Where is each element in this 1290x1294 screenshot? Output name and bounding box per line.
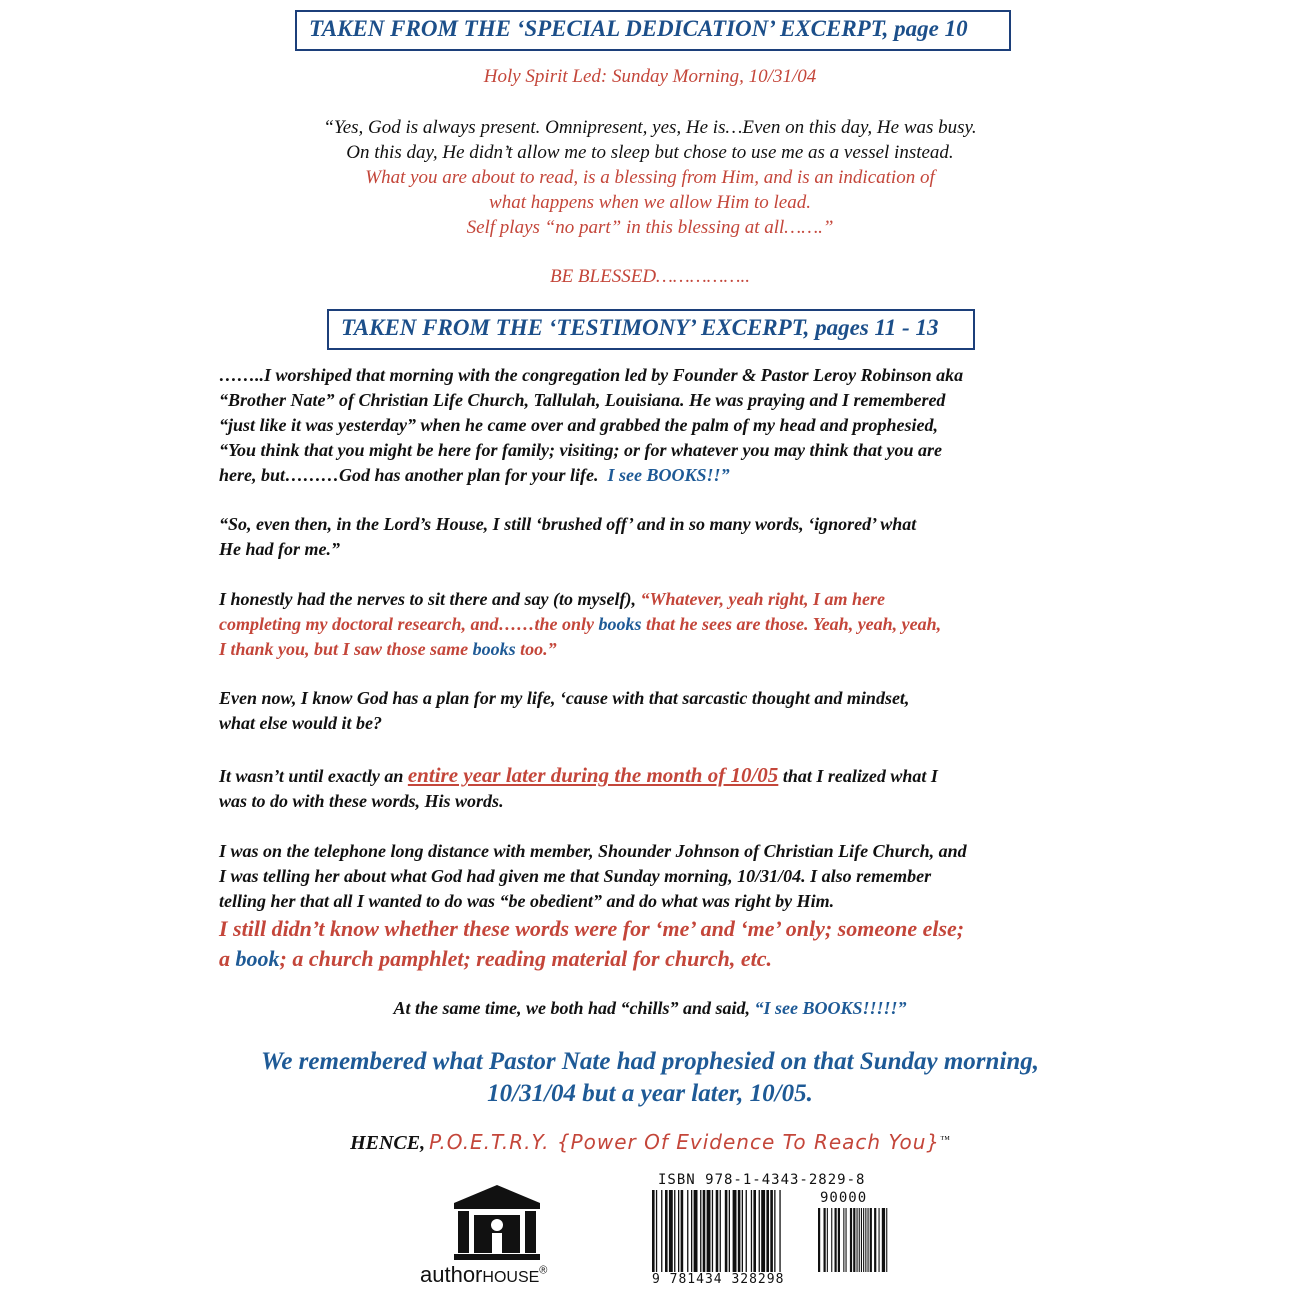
addon-bar (870, 1208, 872, 1272)
addon-bar (857, 1208, 858, 1272)
barcode-bar (691, 1190, 692, 1272)
addon-bar (859, 1208, 860, 1272)
text-line: “You think that you might be here for family; visiting; or for whatever you may think that you are (219, 440, 943, 460)
barcode-bar (720, 1190, 721, 1272)
barcode-bar (661, 1190, 662, 1272)
addon-bar (831, 1208, 832, 1272)
text-span-red: completing my doctoral research, and……the only (219, 614, 594, 634)
testimony-paragraph-7 (0, 996, 1290, 1021)
dedication-line-1: “Yes, God is always present. Omnipresent, yes, He is…Even on this day, He was busy. (323, 117, 977, 138)
text-span: I honestly had the nerves to sit there and say (to myself), (219, 589, 636, 609)
barcode-bar (652, 1190, 655, 1272)
barcode-bar (766, 1190, 769, 1272)
special-dedication-header (295, 10, 1011, 51)
text-line: Even now, I know God has a plan for my life, ‘cause with that sarcastic thought and mindset, (219, 688, 910, 708)
barcode-bar (694, 1190, 698, 1272)
testimony-paragraph-5 (219, 763, 1119, 814)
barcode-bar (703, 1190, 706, 1272)
text-line (219, 463, 1119, 488)
barcode-bar (681, 1190, 684, 1272)
addon-bar (863, 1208, 864, 1272)
text-line: was to do with these words, His words. (219, 791, 504, 811)
dedication-line-3: What you are about to read, is a blessing from Him, and is an indication of (365, 167, 935, 188)
be-blessed: BE BLESSED…………….. (549, 266, 751, 287)
dedication-line-5: Self plays “no part” in this blessing at all…….” (466, 217, 834, 238)
text-span-red: that he sees are those. Yeah, yeah, yeah, (646, 614, 942, 634)
addon-bar (818, 1208, 820, 1272)
testimony-paragraph-4 (219, 686, 1119, 736)
books-word: books (598, 614, 642, 634)
header1-prefix: TAKEN FROM THE ‘SPECIAL DEDICATION’ EXCERPT, (309, 16, 889, 41)
text-span-red: “Whatever, yeah right, I am here (640, 589, 886, 609)
barcode-bar (738, 1190, 741, 1272)
barcode-bars (652, 1190, 892, 1278)
addon-bar (861, 1208, 862, 1272)
text-line: I was on the telephone long distance with member, Shounder Johnson of Christian Life Church, and (219, 841, 967, 861)
text-line: telling her that all I wanted to do was “be obedient” and do what was right by Him. (219, 891, 835, 911)
closing-statement (0, 1046, 1290, 1110)
dedication-line-4: what happens when we allow Him to lead. (489, 192, 811, 213)
addon-bar (886, 1208, 887, 1272)
barcode-bar (712, 1190, 713, 1272)
barcode-bar (742, 1190, 743, 1272)
publisher-name-lower: author (420, 1262, 483, 1287)
isbn-barcode (652, 1172, 892, 1294)
addon-bar (824, 1208, 826, 1272)
registered-mark: ® (539, 1264, 548, 1277)
barcode-bar (687, 1190, 688, 1272)
text-line: what else would it be? (219, 713, 383, 733)
barcode-bar (770, 1190, 773, 1272)
books-word: books (472, 639, 516, 659)
barcode-bar (707, 1190, 711, 1272)
text-line-large: I still didn’t know whether these words were for ‘me’ and ‘me’ only; someone else; (219, 916, 965, 941)
hence-line (0, 1130, 1290, 1155)
testimony-header (327, 309, 975, 350)
barcode-bar (759, 1190, 760, 1272)
addon-bar (882, 1208, 885, 1272)
barcode-bar (674, 1190, 675, 1272)
text-line (219, 763, 1119, 789)
text-line (219, 612, 1119, 637)
text-line: “Brother Nate” of Christian Life Church, Tallulah, Louisiana. He was praying and I remembered (219, 390, 946, 410)
barcode-bar (779, 1190, 780, 1272)
addon-bar (853, 1208, 855, 1272)
book-word: book (235, 946, 280, 971)
price-code-text: 90000 (820, 1190, 868, 1206)
barcode-bar (725, 1190, 728, 1272)
trademark-mark: ™ (940, 1134, 950, 1146)
text-span-red: I thank you, but I saw those same (219, 639, 469, 659)
testimony-paragraph-1 (219, 363, 1119, 488)
addon-bar (868, 1208, 869, 1272)
text-span-red: ; a church pamphlet; reading material for church, etc. (279, 946, 773, 971)
testimony-paragraph-2 (219, 512, 1119, 562)
text-line: ……..I worshiped that morning with the congregation led by Founder & Pastor Leroy Robinson aka (219, 365, 964, 385)
barcode-bar (746, 1190, 747, 1272)
text-span: that I realized what I (782, 766, 938, 786)
text-span-red: a (219, 946, 230, 971)
text-span: At the same time, we both had “chills” and said, (393, 998, 750, 1018)
dedication-quote (0, 115, 1290, 240)
text-line: He had for me.” (219, 539, 340, 559)
closing-line-1: We remembered what Pastor Nate had prophesied on that Sunday morning, (260, 1048, 1040, 1075)
barcode-bar (716, 1190, 719, 1272)
barcode-bar (733, 1190, 737, 1272)
testimony-paragraph-3 (219, 587, 1119, 662)
text-line (219, 587, 1119, 612)
addon-bar (838, 1208, 840, 1272)
i-see-books-text: “I see BOOKS!!!!!” (754, 998, 907, 1018)
addon-bar (843, 1208, 844, 1272)
barcode-bar (761, 1190, 765, 1272)
barcode-bar (729, 1190, 730, 1272)
barcode-bar (700, 1190, 701, 1272)
underlined-date-phrase: entire year later during the month of 10/05 (407, 763, 779, 787)
text-span: It wasn’t until exactly an (219, 766, 404, 786)
addon-bar (846, 1208, 847, 1272)
barcode-bar (669, 1190, 673, 1272)
addon-bar (835, 1208, 837, 1272)
addon-bar (827, 1208, 828, 1272)
header2-page: pages 11 - 13 (815, 315, 939, 340)
text-line (0, 996, 1290, 1021)
testimony-paragraph-6 (219, 839, 1119, 974)
barcode-bar (678, 1190, 679, 1272)
ean-digits: 9 781434 328298 (652, 1272, 785, 1287)
dedication-subtitle: Holy Spirit Led: Sunday Morning, 10/31/04 (483, 66, 817, 87)
header2-prefix: TAKEN FROM THE ‘TESTIMONY’ EXCERPT, (341, 315, 810, 340)
barcode-bar (751, 1190, 752, 1272)
hence-label: HENCE, (350, 1132, 426, 1154)
text-line: “just like it was yesterday” when he came over and grabbed the palm of my head and prophesied, (219, 415, 938, 435)
text-span-red: too.” (520, 639, 557, 659)
dedication-line-2: On this day, He didn’t allow me to sleep but chose to use me as a vessel instead. (346, 142, 954, 163)
addon-bar (874, 1208, 876, 1272)
text-line: I was telling her about what God had given me that Sunday morning, 10/31/04. I also remember (219, 866, 932, 886)
publisher-name-upper: HOUSE (482, 1269, 540, 1286)
closing-line-2: 10/31/04 but a year later, 10/05. (487, 1080, 813, 1107)
barcode-bar (774, 1190, 775, 1272)
poetry-acronym: P.O.E.T.R.Y. {Power Of Evidence To Reach You} (429, 1130, 941, 1154)
isbn-text: ISBN 978-1-4343-2829-8 (658, 1172, 866, 1188)
addon-bar (850, 1208, 852, 1272)
text-line (219, 637, 1119, 662)
text-line-large (219, 944, 1119, 974)
barcode-bar (665, 1190, 668, 1272)
addon-bar (879, 1208, 880, 1272)
publisher-name (420, 1262, 547, 1288)
addon-bar (865, 1208, 866, 1272)
header1-page: page 10 (894, 16, 968, 41)
text-span: here, but………God has another plan for your life. (219, 465, 599, 485)
text-line: “So, even then, in the Lord’s House, I still ‘brushed off’ and in so many words, ‘ignored’ what (219, 514, 917, 534)
i-see-books-text: I see BOOKS!!” (607, 465, 730, 485)
barcode-bar (753, 1190, 756, 1272)
authorhouse-logo-icon (452, 1183, 542, 1263)
barcode-bar (656, 1190, 657, 1272)
